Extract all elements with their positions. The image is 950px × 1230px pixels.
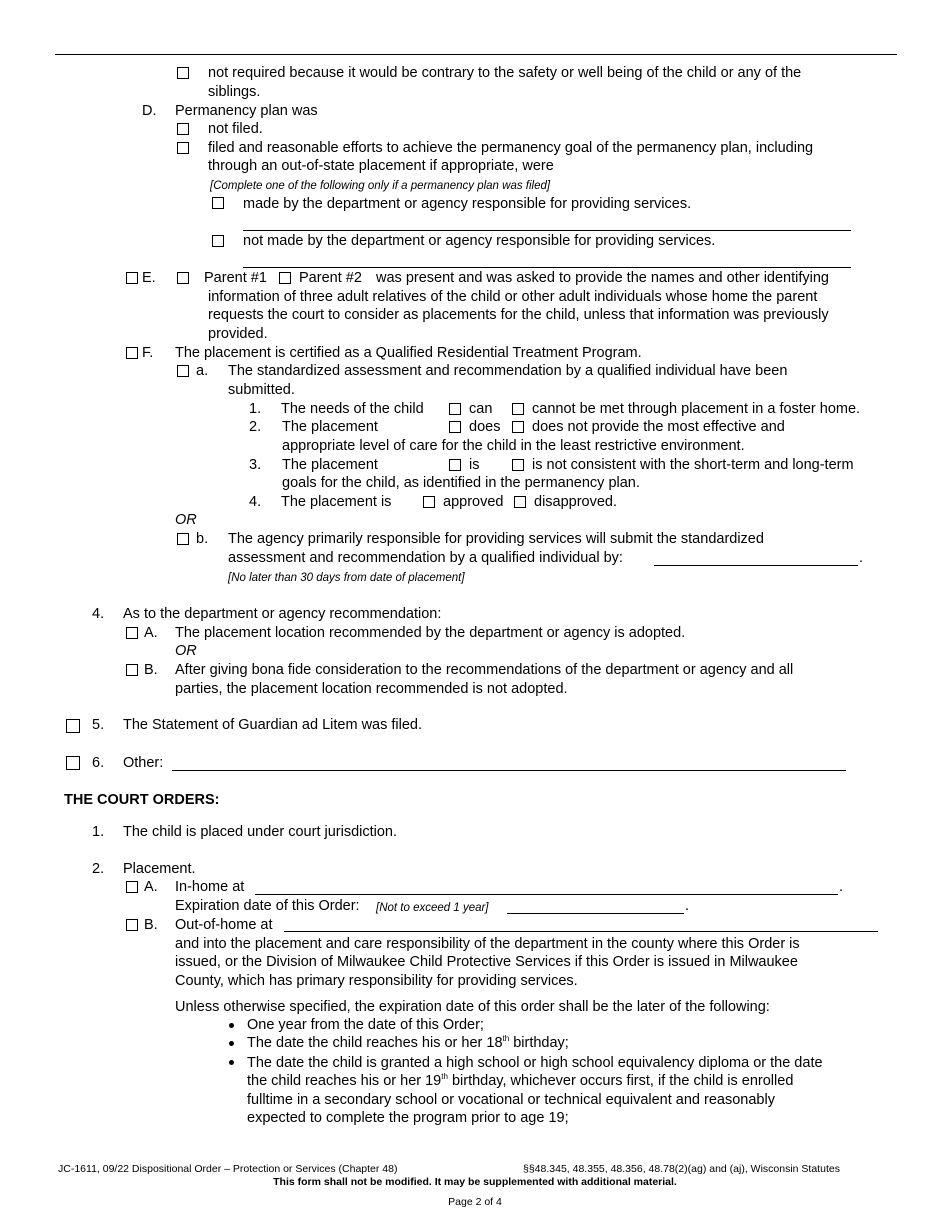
checkbox-recommendation-adopted[interactable]	[126, 627, 138, 639]
section-4-a-letter: A.	[144, 625, 158, 641]
bullet-2-sup: th	[502, 1034, 510, 1044]
unless-text: Unless otherwise specified, the expiration date of this order shall be the later of the following:	[175, 999, 770, 1015]
bullet-dot-3	[229, 1060, 234, 1065]
checkbox-parent-1[interactable]	[177, 272, 189, 284]
f-b-text-cont: assessment and recommendation by a qualified individual by:	[228, 550, 623, 566]
f-item1-number: 1.	[249, 401, 262, 417]
section-4-b-text-cont: parties, the placement location recommended is not adopted.	[175, 681, 568, 697]
section-f-label: The placement is certified as a Qualified Residential Treatment Program.	[175, 345, 642, 361]
plan-not-filed-text: not filed.	[208, 121, 263, 137]
order-1-text: The child is placed under court jurisdiction.	[123, 824, 398, 840]
bullet-3-line1: The date the child is granted a high school or high school equivalency diploma or the date	[247, 1055, 823, 1071]
section-4-b-text: After giving bona fide consideration to the recommendations of the department or agency and all	[175, 662, 794, 678]
checkbox-disapproved[interactable]	[514, 496, 526, 508]
bullet-3-line2	[247, 1072, 793, 1090]
section-e-line1: was present and was asked to provide the names and other identifying	[376, 270, 829, 286]
f-item4-text: The placement is	[281, 494, 392, 510]
bullet-dot-1	[229, 1023, 234, 1028]
checkbox-plan-not-filed[interactable]	[177, 123, 189, 135]
expiration-note: [Not to exceed 1 year]	[376, 902, 489, 914]
checkbox-recommendation-not-adopted[interactable]	[126, 664, 138, 676]
f-item2-number: 2.	[249, 419, 262, 435]
section-e-line3: requests the court to consider as placements for the child, unless that information was previously	[208, 307, 829, 323]
efforts-made-text: made by the department or agency responsible for providing services.	[243, 196, 692, 212]
checkbox-placement-does-not[interactable]	[512, 421, 524, 433]
out-of-home-label: Out-of-home at	[175, 917, 273, 933]
bullet-1-text: One year from the date of this Order;	[247, 1017, 484, 1033]
section-6-text: Other:	[123, 755, 164, 771]
checkbox-section-e[interactable]	[126, 272, 138, 284]
checkbox-gal-statement[interactable]	[66, 719, 80, 733]
placement-is-not-label: is not consistent with the short-term and long-term	[532, 457, 854, 473]
footer-page-number: Page 2 of 4	[448, 1196, 502, 1208]
footer-notice: This form shall not be modified. It may be supplemented with additional material.	[273, 1176, 677, 1188]
checkbox-efforts-made[interactable]	[212, 197, 224, 209]
not-required-text: not required because it would be contrary to the safety or well being of the child or any of the	[208, 65, 802, 81]
in-home-address-line[interactable]	[255, 894, 838, 895]
checkbox-in-home[interactable]	[126, 881, 138, 893]
bullet-3-pre: the child reaches his or her 19	[247, 1073, 442, 1089]
bullet-3-line3: fulltime in a secondary school or vocational or technical equivalent and reasonably	[247, 1092, 775, 1108]
section-e-line2: information of three adult relatives of the child or other adult individuals whose home the parent	[208, 289, 818, 305]
expiration-period: .	[685, 898, 690, 914]
top-rule	[55, 54, 897, 55]
f-a-text: The standardized assessment and recommendation by a qualified individual have been	[228, 363, 788, 379]
plan-filed-text-cont: through an out-of-state placement if appropriate, were	[208, 158, 554, 174]
court-orders-heading: THE COURT ORDERS:	[64, 792, 220, 808]
bullet-dot-2	[229, 1041, 234, 1046]
out-of-home-line2: issued, or the Division of Milwaukee Child Protective Services if this Order is issued in Milwaukee	[175, 954, 798, 970]
f-a-text-cont: submitted.	[228, 382, 295, 398]
section-4-label: As to the department or agency recommendation:	[123, 606, 442, 622]
expiration-date-line[interactable]	[507, 913, 684, 914]
f-item3-number: 3.	[249, 457, 262, 473]
section-f-letter: F.	[142, 345, 154, 361]
needs-can-label: can	[469, 401, 493, 417]
efforts-not-made-line[interactable]	[243, 267, 851, 268]
f-b-text: The agency primarily responsible for providing services will submit the standardized	[228, 531, 764, 547]
f-item1-text: The needs of the child	[281, 401, 424, 417]
other-input-line[interactable]	[172, 770, 846, 771]
plan-instruction: [Complete one of the following only if a permanency plan was filed]	[210, 180, 551, 192]
section-e-line4: provided.	[208, 326, 268, 342]
parent-2-label: Parent #2	[299, 270, 362, 286]
section-5-number: 5.	[92, 717, 105, 733]
checkbox-plan-filed[interactable]	[177, 142, 189, 154]
f-or-label: OR	[175, 512, 197, 528]
f-a-letter: a.	[196, 363, 209, 379]
not-required-text-cont: siblings.	[208, 84, 261, 100]
bullet-2-pre: The date the child reaches his or her 18	[247, 1035, 503, 1051]
bullet-2-post: birthday;	[509, 1035, 569, 1051]
bullet-3-post: birthday, whichever occurs first, if the child is enrolled	[447, 1073, 794, 1089]
section-e-letter: E.	[142, 270, 156, 286]
checkbox-section-f[interactable]	[126, 347, 138, 359]
parent-1-label: Parent #1	[204, 270, 267, 286]
checkbox-not-required[interactable]	[177, 67, 189, 79]
checkbox-parent-2[interactable]	[279, 272, 291, 284]
f-item4-number: 4.	[249, 494, 262, 510]
checkbox-placement-is-not[interactable]	[512, 459, 524, 471]
in-home-period: .	[839, 879, 844, 895]
order-2-number: 2.	[92, 861, 105, 877]
submit-by-date-line[interactable]	[654, 565, 858, 566]
f-item3-cont: goals for the child, as identified in the permanency plan.	[282, 475, 640, 491]
bullet-2-text	[247, 1034, 569, 1052]
footer-form-id: JC-1611, 09/22 Dispositional Order – Protection or Services (Chapter 48)	[58, 1163, 398, 1175]
out-of-home-address-line[interactable]	[284, 931, 878, 932]
plan-filed-text: filed and reasonable efforts to achieve the permanency goal of the permanency plan, including	[208, 140, 814, 156]
f-item2-text: The placement	[282, 419, 378, 435]
checkbox-needs-cannot[interactable]	[512, 403, 524, 415]
efforts-not-made-text: not made by the department or agency responsible for providing services.	[243, 233, 716, 249]
section-d-label: Permanency plan was	[175, 103, 318, 119]
f-item3-text: The placement	[282, 457, 378, 473]
in-home-letter: A.	[144, 879, 158, 895]
checkbox-approved[interactable]	[423, 496, 435, 508]
section-4-number: 4.	[92, 606, 105, 622]
section-6-number: 6.	[92, 755, 105, 771]
checkbox-placement-is[interactable]	[449, 459, 461, 471]
order-2-text: Placement.	[123, 861, 196, 877]
f-b-note: [No later than 30 days from date of placement]	[228, 572, 465, 584]
approved-label: approved	[443, 494, 504, 510]
checkbox-efforts-not-made[interactable]	[212, 235, 224, 247]
checkbox-placement-does[interactable]	[449, 421, 461, 433]
f-item2-cont: appropriate level of care for the child in the least restrictive environment.	[282, 438, 745, 454]
checkbox-out-of-home[interactable]	[126, 919, 138, 931]
placement-does-label: does	[469, 419, 501, 435]
placement-does-not-label: does not provide the most effective and	[532, 419, 785, 435]
disapproved-label: disapproved.	[534, 494, 618, 510]
checkbox-f-b[interactable]	[177, 533, 189, 545]
footer-statutes: §§48.345, 48.355, 48.356, 48.78(2)(ag) and (aj), Wisconsin Statutes	[523, 1163, 840, 1175]
checkbox-other[interactable]	[66, 756, 80, 770]
in-home-label: In-home at	[175, 879, 245, 895]
section-4-or: OR	[175, 643, 197, 659]
out-of-home-line1: and into the placement and care responsibility of the department in the county where this Order is	[175, 936, 800, 952]
bullet-3-sup: th	[441, 1072, 448, 1082]
section-4-b-letter: B.	[144, 662, 158, 678]
section-4-a-text: The placement location recommended by the department or agency is adopted.	[175, 625, 686, 641]
needs-cannot-label: cannot be met through placement in a foster home.	[532, 401, 861, 417]
order-1-number: 1.	[92, 824, 105, 840]
bullet-3-line4: expected to complete the program prior to age 19;	[247, 1110, 569, 1126]
section-5-text: The Statement of Guardian ad Litem was filed.	[123, 717, 423, 733]
placement-is-label: is	[469, 457, 480, 473]
f-b-letter: b.	[196, 531, 209, 547]
checkbox-f-a[interactable]	[177, 365, 189, 377]
out-of-home-line3: County, which has primary responsibility for providing services.	[175, 973, 578, 989]
expiration-label: Expiration date of this Order:	[175, 898, 360, 914]
section-d-letter: D.	[142, 103, 157, 119]
out-of-home-letter: B.	[144, 917, 158, 933]
efforts-made-line[interactable]	[243, 230, 851, 231]
checkbox-needs-can[interactable]	[449, 403, 461, 415]
submit-by-period: .	[859, 550, 864, 566]
